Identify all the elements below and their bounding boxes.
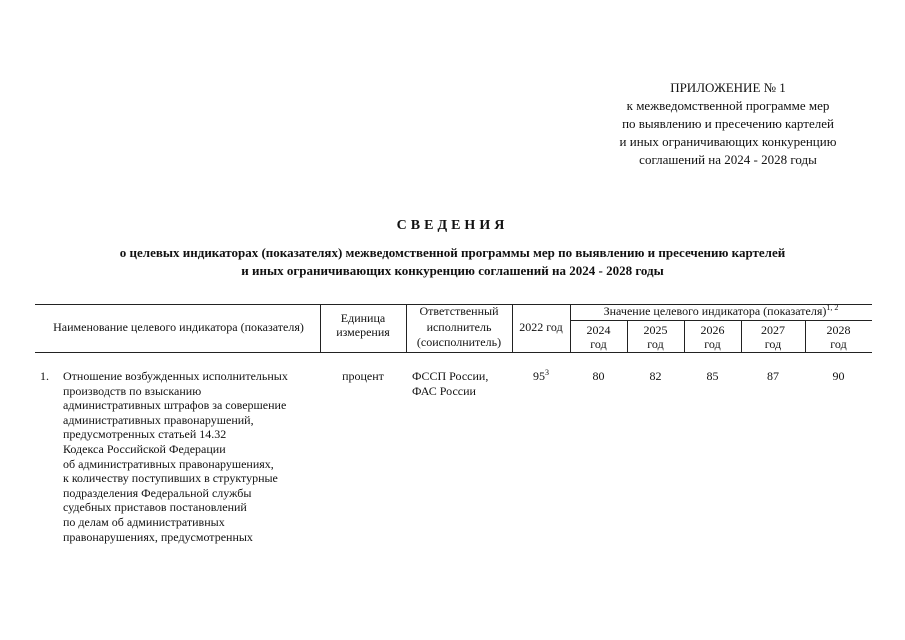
appendix-line: и иных ограничивающих конкуренцию bbox=[619, 134, 837, 149]
appendix-line: ПРИЛОЖЕНИЕ № 1 bbox=[670, 80, 786, 95]
row-value-2022-footnote: 3 bbox=[545, 368, 549, 377]
row-value-2022 bbox=[512, 369, 570, 384]
header-year-word: год bbox=[647, 337, 664, 351]
header-year-word: год bbox=[704, 337, 721, 351]
header-bottom-rule bbox=[35, 352, 872, 353]
row-name-line: судебных приставов постановлений bbox=[63, 500, 247, 515]
header-year-number: 2026 bbox=[700, 323, 725, 337]
header-year bbox=[684, 323, 741, 351]
header-year bbox=[627, 323, 684, 351]
document-title: СВЕДЕНИЯ bbox=[396, 218, 509, 233]
header-value-group bbox=[570, 304, 872, 318]
header-year-word: год bbox=[830, 337, 847, 351]
header-year-word: год bbox=[590, 337, 607, 351]
appendix-line: по выявлению и пресечению картелей bbox=[622, 116, 834, 131]
header-unit bbox=[320, 311, 406, 339]
header-unit-line: Единица bbox=[340, 311, 386, 325]
header-year bbox=[741, 323, 805, 351]
appendix-block bbox=[588, 79, 868, 169]
header-responsible-line: Ответственный bbox=[419, 304, 499, 318]
row-name-line: предусмотренных статьей 14.32 bbox=[63, 427, 227, 442]
header-responsible-line: (соисполнитель) bbox=[416, 335, 502, 349]
row-value-2022-number: 95 bbox=[533, 369, 545, 383]
row-value-2024: 80 bbox=[592, 369, 605, 383]
appendix-line: к межведомственной программе мер bbox=[626, 98, 830, 113]
row-name-line: об административных правонарушениях, bbox=[63, 456, 274, 471]
header-indicator-name: Наименование целевого индикатора (показателя) bbox=[53, 320, 304, 334]
header-year-number: 2028 bbox=[826, 323, 851, 337]
header-year-2022: 2022 год bbox=[519, 320, 563, 334]
row-name-line: правонарушениях, предусмотренных bbox=[63, 529, 253, 544]
row-value-2027: 87 bbox=[767, 369, 779, 383]
row-value-2025: 82 bbox=[649, 369, 662, 383]
header-value-group-footnote: 1, 2 bbox=[826, 303, 839, 312]
row-name-line: подразделения Федеральной службы bbox=[63, 485, 252, 500]
header-year-word: год bbox=[764, 337, 782, 351]
row-name-line: Кодекса Российской Федерации bbox=[63, 441, 226, 456]
header-year bbox=[570, 323, 627, 351]
header-year-number: 2024 bbox=[586, 323, 611, 337]
row-responsible-line: ФССП России, bbox=[412, 369, 489, 383]
header-year bbox=[805, 323, 872, 351]
row-name-line: Отношение возбужденных исполнительных bbox=[63, 369, 288, 383]
document-subtitle bbox=[0, 244, 905, 280]
header-year-number: 2027 bbox=[761, 323, 785, 337]
row-name-line: административных штрафов за совершение bbox=[63, 398, 287, 413]
header-unit-line: измерения bbox=[336, 325, 390, 339]
row-value-2028: 90 bbox=[832, 369, 845, 383]
row-unit: процент bbox=[342, 369, 384, 383]
row-name-line: производств по взысканию bbox=[63, 383, 202, 398]
row-responsible bbox=[412, 369, 488, 398]
header-responsible-line: исполнитель bbox=[426, 319, 492, 334]
subtitle-line: о целевых индикаторах (показателях) межведомственной программы мер по выявлению и пресечению картелей bbox=[119, 245, 786, 260]
header-value-group-label: Значение целевого индикатора (показателя) bbox=[603, 304, 827, 318]
row-indicator-name bbox=[63, 369, 318, 544]
row-name-line: административных правонарушений, bbox=[63, 412, 254, 427]
row-responsible-line: ФАС России bbox=[412, 383, 476, 398]
header-responsible bbox=[406, 304, 512, 351]
appendix-line: соглашений на 2024 - 2028 годы bbox=[639, 152, 817, 167]
row-name-line: к количеству поступивших в структурные bbox=[63, 471, 278, 486]
subtitle-line: и иных ограничивающих конкуренцию соглашений на 2024 - 2028 годы bbox=[241, 263, 664, 278]
row-value-2026: 85 bbox=[706, 369, 719, 383]
header-year-number: 2025 bbox=[643, 323, 668, 337]
value-group-rule bbox=[570, 320, 872, 321]
row-name-line: по делам об административных bbox=[63, 514, 225, 529]
row-number: 1. bbox=[40, 369, 49, 383]
